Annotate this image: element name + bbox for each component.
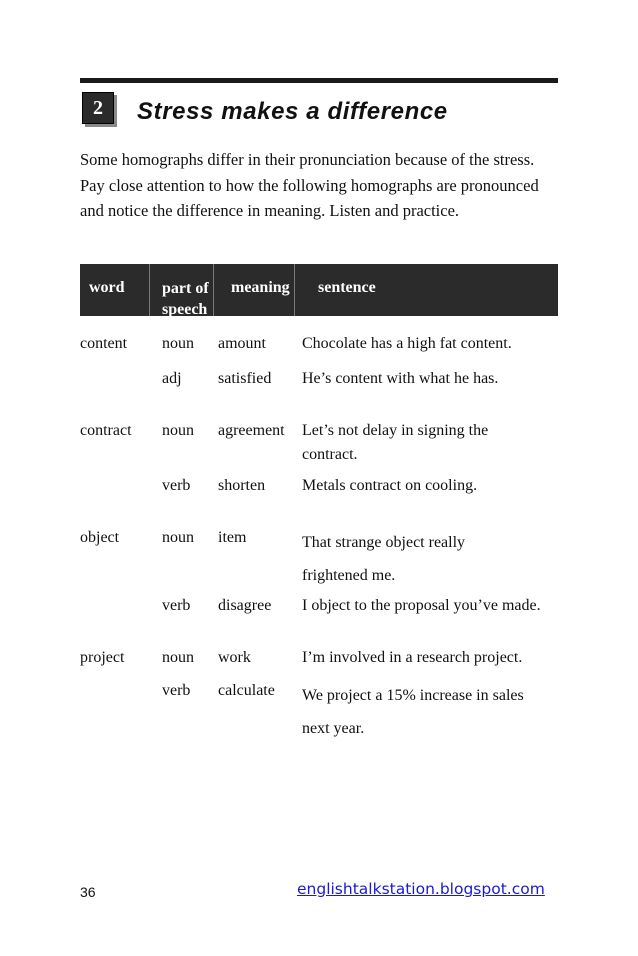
word-cell: contract (80, 422, 132, 439)
table-header (80, 264, 558, 316)
header-part-of-speech: part of speech (162, 280, 209, 318)
header-divider (294, 264, 295, 316)
sentence-cell: Let’s not delay in signing the contract. (302, 422, 489, 463)
pos-cell: adj (162, 370, 182, 387)
top-rule (80, 78, 558, 83)
sentence-cell: He’s content with what he has. (302, 370, 499, 387)
word-cell: project (80, 649, 125, 666)
pos-cell: noun (162, 335, 194, 352)
pos-cell: noun (162, 529, 194, 546)
word-cell: object (80, 529, 120, 546)
word-cell: content (80, 335, 128, 352)
meaning-cell: work (218, 649, 251, 666)
section-title: Stress makes a difference (137, 98, 448, 125)
section-number-badge: 2 (82, 92, 114, 124)
sentence-cell: I’m involved in a research project. (302, 649, 523, 666)
meaning-cell: disagree (218, 597, 272, 614)
footer-website-link[interactable]: englishtalkstation.blogspot.com (297, 880, 545, 898)
meaning-cell: item (218, 529, 247, 546)
meaning-cell: calculate (218, 682, 275, 699)
meaning-cell: amount (218, 335, 266, 352)
header-meaning: meaning (231, 279, 290, 296)
header-divider (213, 264, 214, 316)
sentence-cell: Metals contract on cooling. (302, 477, 478, 494)
pos-cell: noun (162, 422, 194, 439)
pos-cell: noun (162, 649, 194, 666)
pos-cell: verb (162, 682, 191, 699)
page-number: 36 (80, 884, 96, 900)
meaning-cell: shorten (218, 477, 266, 494)
sentence-cell: We project a 15% increase in sales next year. (302, 687, 524, 737)
pos-cell: verb (162, 597, 191, 614)
header-divider (149, 264, 150, 316)
meaning-cell: satisfied (218, 370, 272, 387)
sentence-cell: That strange object really frightened me. (302, 534, 466, 584)
meaning-cell: agreement (218, 422, 285, 439)
pos-cell: verb (162, 477, 191, 494)
sentence-cell: I object to the proposal you’ve made. (302, 597, 541, 614)
sentence-cell: Chocolate has a high fat content. (302, 335, 512, 352)
header-sentence: sentence (318, 279, 376, 296)
header-word: word (89, 279, 125, 296)
intro-paragraph: Some homographs differ in their pronunciation because of the stress. Pay close attention to how the following homographs are pronounced and notice the difference in meaning. Listen and practice. (80, 150, 539, 220)
